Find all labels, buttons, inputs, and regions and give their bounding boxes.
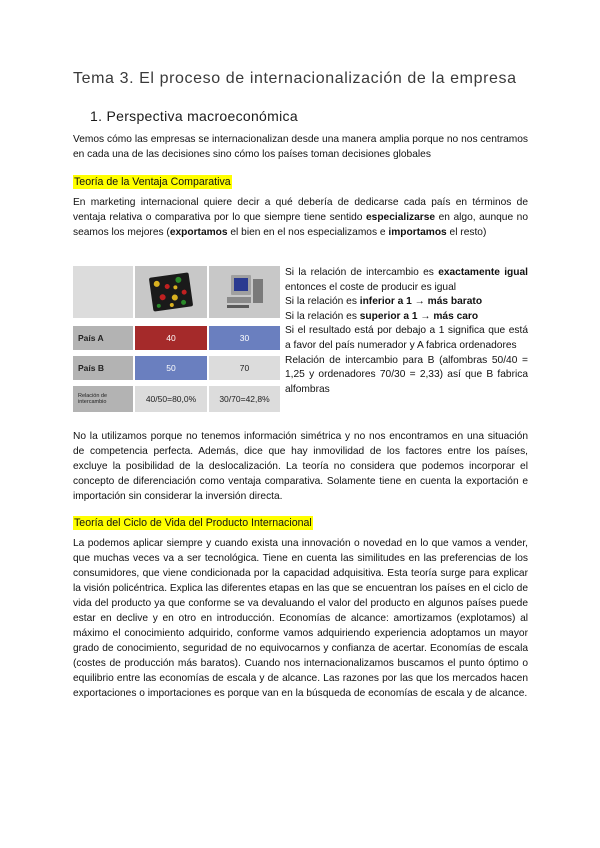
row-label-b: País B — [73, 356, 133, 380]
cell-a-computers: 30 — [209, 326, 280, 350]
table-corner — [73, 266, 133, 318]
computer-image — [209, 266, 280, 318]
explanation-line — [285, 295, 528, 310]
bold-text: exactamente igual — [438, 267, 528, 278]
text: en algo, aunque no seamos los mejores ( — [73, 212, 528, 238]
computer-icon — [223, 273, 267, 311]
cell-relation-computers: 30/70=42,8% — [209, 386, 280, 412]
bold-text: exportamos — [169, 227, 228, 238]
ciclo-heading: Teoría del Ciclo de Vida del Producto Internacional — [74, 517, 312, 529]
explanation-line — [285, 310, 528, 325]
text: En marketing internacional quiere decir a qué debería de dedicarse cada país en términos de ventaja relativa o comparativa por lo que siempre tiene sentido — [73, 197, 528, 223]
cell-b-computers: 70 — [209, 356, 280, 380]
cell-b-rugs: 50 — [135, 356, 207, 380]
ventaja-heading: Teoría de la Ventaja Comparativa — [74, 176, 231, 188]
explanation-line: Si el resultado está por debajo a 1 significa que está a favor del país numerador y A fabrica ordenadores — [285, 325, 528, 351]
text: el resto) — [446, 227, 487, 238]
bold-text: importamos — [388, 227, 447, 238]
text: entonces el coste de producir es igual — [285, 281, 457, 293]
rug-image — [135, 266, 207, 318]
text: Si la relación de intercambio es — [285, 267, 439, 278]
bold-text: especializarse — [366, 212, 436, 223]
section-heading: 1. Perspectiva macroeconómica — [90, 108, 298, 124]
row-label-a: País A — [73, 326, 133, 350]
text: Si la relación es — [285, 296, 360, 308]
bold-text: inferior a 1 → más barato — [359, 296, 483, 308]
text: Si la relación es — [285, 310, 360, 322]
intro-paragraph: Vemos cómo las empresas se internacionalizan desde una manera amplia porque no nos centramos en cada una de las decisiones sino cómo los países toman decisiones globales — [73, 134, 528, 160]
text: el bien en el nos especializamos e — [227, 227, 389, 238]
row-label-relation: Relación de intercambio — [73, 386, 133, 412]
page-title: Tema 3. El proceso de internacionalización de la empresa — [73, 70, 517, 87]
ventaja-paragraph — [73, 195, 528, 240]
ciclo-paragraph: La podemos aplicar siempre y cuando exista una innovación o novedad en lo que vamos a vender, que muchas veces va a ser tecnológica. Tiene en cuenta las similitudes en las preferencias de los consumidores, que viene condicionada por la capacidad adquisitiva. Esta teoría surge para explicar la visión policéntrica. Explica las diferentes etapas en las que se encuentran los países en el ciclo de vida del producto ya que conforme se va devaluando el valor del producto en algunos países puede estar en declive y en otro en introducción. Economías de alcance: amortizamos (explotamos) al máximo el conocimiento adquirido, conforme vamos adquiriendo experiencia adoptamos un mayor grado de conocimiento, seguridad de no equivocarnos y confianza de acertar. Economías de escala (costes de producción más baratos). Cuando nos internacionalizamos buscamos el punto óptimo o equilibrio entre las economías de escala y de alcance. Las razones por las que los mercados hacen exportaciones o importaciones es porque van en la búsqueda de economías de escala y de alcance. — [73, 538, 528, 699]
rug-icon — [148, 272, 194, 312]
comparison-table — [73, 266, 280, 414]
cell-a-rugs: 40 — [135, 326, 207, 350]
limitations-paragraph: No la utilizamos porque no tenemos información simétrica y no nos encontramos en una situación de competencia perfecta. Además, dice que hay inmovilidad de los factores entre los países, excluye la posibilidad de la deslocalización. La teoría no considera que podemos incorporar el concepto de diferenciación como ventaja comparativa. Solamente tiene en cuenta la exportación e importación sin considerar la inversión directa. — [73, 431, 528, 502]
table-explanation — [285, 266, 528, 397]
cell-relation-rugs: 40/50=80,0% — [135, 386, 207, 412]
explanation-line: Relación de intercambio para B (alfombras 50/40 = 1,25 y ordenadores 70/30 = 2,33) así que B fabrica alfombras — [285, 354, 528, 395]
explanation-line — [285, 266, 528, 295]
bold-text: superior a 1 → más caro — [359, 310, 479, 322]
